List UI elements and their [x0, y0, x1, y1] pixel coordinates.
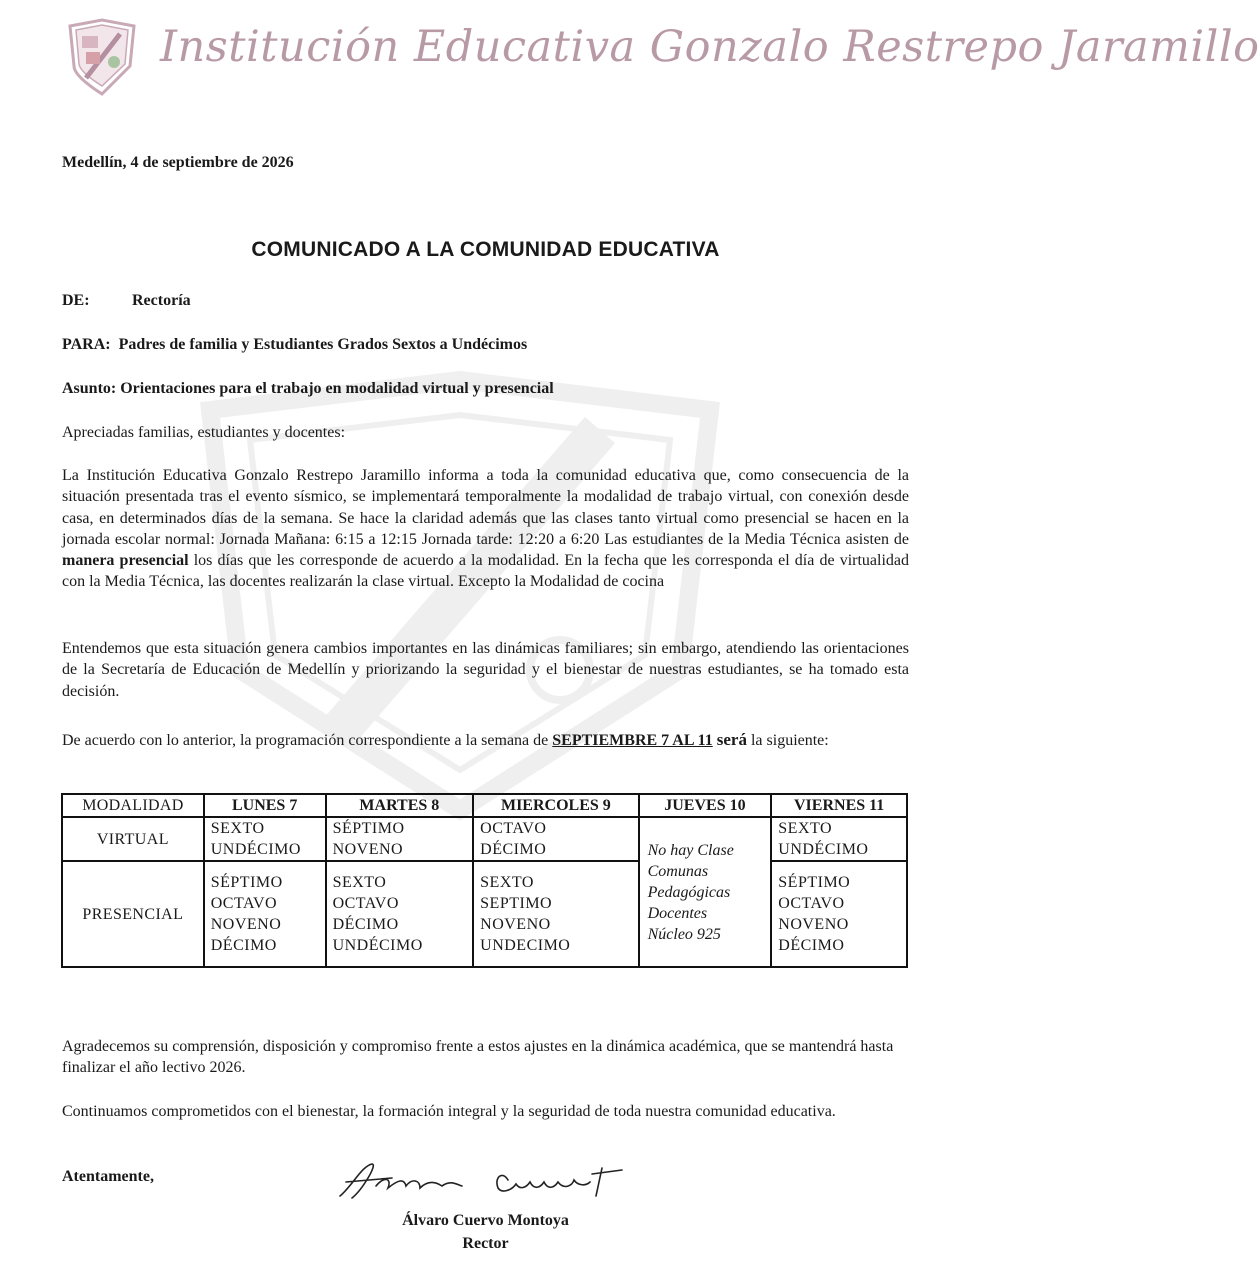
paragraph-1-text-end: los días que les corresponde de acuerdo a la modalidad. En la fecha que les corresponda el día de virtualidad con la Media Técnica, las docentes realizarán la clase virtual. Excepto la Modalidad de cocina — [62, 552, 910, 591]
paragraph-2: Entendemos que esta situación genera cambios importantes en las dinámicas familiares; sin embargo, atendiendo las orientaciones de la Secretaría de Educación de Medellín y priorizando la seguridad y el bienestar de nuestras estudiantes, se ha tomado esta decisión. — [62, 640, 909, 700]
header-lunes: LUNES 7 — [204, 794, 326, 817]
signature-icon — [332, 1156, 642, 1204]
grade-item: OCTAVO — [332, 895, 399, 912]
presencial-row — [62, 861, 907, 967]
grade-item: OCTAVO — [480, 820, 547, 837]
schedule-table — [61, 793, 908, 968]
week-dates: SEPTIEMBRE 7 AL 11 — [552, 732, 713, 749]
grade-item: SEXTO — [778, 820, 833, 837]
virtual-martes-cell — [326, 817, 474, 861]
grade-item: DÉCIMO — [480, 841, 547, 858]
paragraph-5: Continuamos comprometidos con el bienestar, la formación integral y la seguridad de toda nuestra comunidad educativa. — [62, 1103, 836, 1120]
subject-value: Orientaciones para el trabajo en modalidad virtual y presencial — [120, 380, 554, 397]
paragraph-3-text-end: la siguiente: — [750, 732, 829, 749]
grade-item: SÉPTIMO — [210, 874, 283, 891]
header-martes: MARTES 8 — [326, 794, 474, 817]
grade-item: SÉPTIMO — [332, 820, 405, 837]
grade-item: NOVENO — [332, 841, 404, 858]
grade-item: DÉCIMO — [210, 937, 277, 954]
paragraph-1-emphasis: manera presencial — [62, 552, 189, 570]
jueves-note-line: Pedagógicas — [647, 883, 731, 901]
grade-item: UNDÉCIMO — [332, 937, 423, 954]
grade-item: OCTAVO — [210, 895, 278, 912]
paragraph-3 — [62, 729, 909, 751]
paragraph-1-text: La Institución Educativa Gonzalo Restrepo Jaramillo informa a toda la comunidad educativa que, como consecuencia de la situación presentada tras el evento sísmico, se implementará temporalmente la modalidad de trabajo virtual, con conexión desde casa, en determinados días de la semana. Se hace la claridad además que las clases tanto virtual como presencial se hacen en la jornada escolar normal: Jornada Mañana: 6:15 a 12:15 Jornada tarde: 12:20 a 6:20 Las estudiantes de la Media Técnica asisten de — [62, 467, 909, 548]
paragraph-3-emphasis: será — [716, 730, 747, 749]
header-miercoles: MIERCOLES 9 — [473, 794, 638, 817]
presencial-viernes-cell — [771, 861, 907, 967]
to-label: PARA: — [62, 336, 111, 353]
institution-name: Institución Educativa Gonzalo Restrepo Jaramillo — [160, 22, 1260, 72]
paragraph-1 — [62, 465, 909, 593]
signer-role: Rector — [462, 1235, 509, 1252]
jueves-note-cell — [639, 817, 772, 967]
grade-item: NOVENO — [778, 916, 849, 933]
virtual-miercoles-cell — [473, 817, 638, 861]
to-value: Padres de familia y Estudiantes Grados Sextos a Undécimos — [118, 336, 528, 353]
grade-item: SEXTO — [210, 820, 265, 837]
presencial-martes-cell — [326, 861, 474, 967]
from-value: Rectoría — [132, 292, 191, 309]
school-crest-icon — [62, 16, 142, 96]
header-viernes: VIERNES 11 — [771, 794, 907, 817]
presencial-label: PRESENCIAL — [62, 861, 204, 967]
grade-item: SÉPTIMO — [778, 874, 851, 891]
paragraph-4: Agradecemos su comprensión, disposición y compromiso frente a estos ajustes en la dinámica académica, que se mantendrá hasta finalizar el año lectivo 2026. — [62, 1038, 894, 1077]
virtual-label: VIRTUAL — [62, 817, 204, 861]
grade-item: NOVENO — [480, 916, 551, 933]
virtual-viernes-cell — [771, 817, 907, 861]
grade-item: OCTAVO — [778, 895, 845, 912]
jueves-note-line: Docentes — [647, 904, 708, 922]
grade-item: DÉCIMO — [778, 937, 845, 954]
closing: Atentamente, — [62, 1168, 154, 1185]
presencial-miercoles-cell — [473, 861, 638, 967]
schedule-header-row — [62, 794, 907, 817]
date-line: Medellín, 4 de septiembre de 2026 — [62, 154, 294, 171]
grade-item: UNDÉCIMO — [210, 841, 301, 858]
grade-item: NOVENO — [210, 916, 282, 933]
jueves-note-line: No hay Clase — [647, 841, 734, 859]
grade-item: SEXTO — [480, 874, 534, 891]
to-line — [62, 334, 527, 355]
greeting: Apreciadas familias, estudiantes y docentes: — [62, 424, 346, 441]
from-label: DE: — [62, 292, 90, 309]
signer-name: Álvaro Cuervo Montoya — [402, 1212, 569, 1229]
presencial-lunes-cell — [204, 861, 326, 967]
grade-item: UNDECIMO — [480, 937, 571, 954]
header-jueves: JUEVES 10 — [639, 794, 772, 817]
grade-item: SEPTIMO — [480, 895, 553, 912]
grade-item: UNDÉCIMO — [778, 841, 869, 858]
jueves-note-line: Comunas — [647, 862, 709, 880]
page-title: COMUNICADO A LA COMUNIDAD EDUCATIVA — [251, 238, 720, 261]
virtual-lunes-cell — [204, 817, 326, 861]
subject-label: Asunto: — [62, 380, 117, 397]
jueves-note-line: Núcleo 925 — [647, 925, 721, 943]
grade-item: DÉCIMO — [332, 916, 399, 933]
virtual-row — [62, 817, 907, 861]
grade-item: SEXTO — [332, 874, 387, 891]
paragraph-3-text: De acuerdo con lo anterior, la programación correspondiente a la semana de — [62, 732, 549, 749]
subject-line — [62, 378, 554, 399]
header-modalidad: MODALIDAD — [62, 794, 204, 817]
